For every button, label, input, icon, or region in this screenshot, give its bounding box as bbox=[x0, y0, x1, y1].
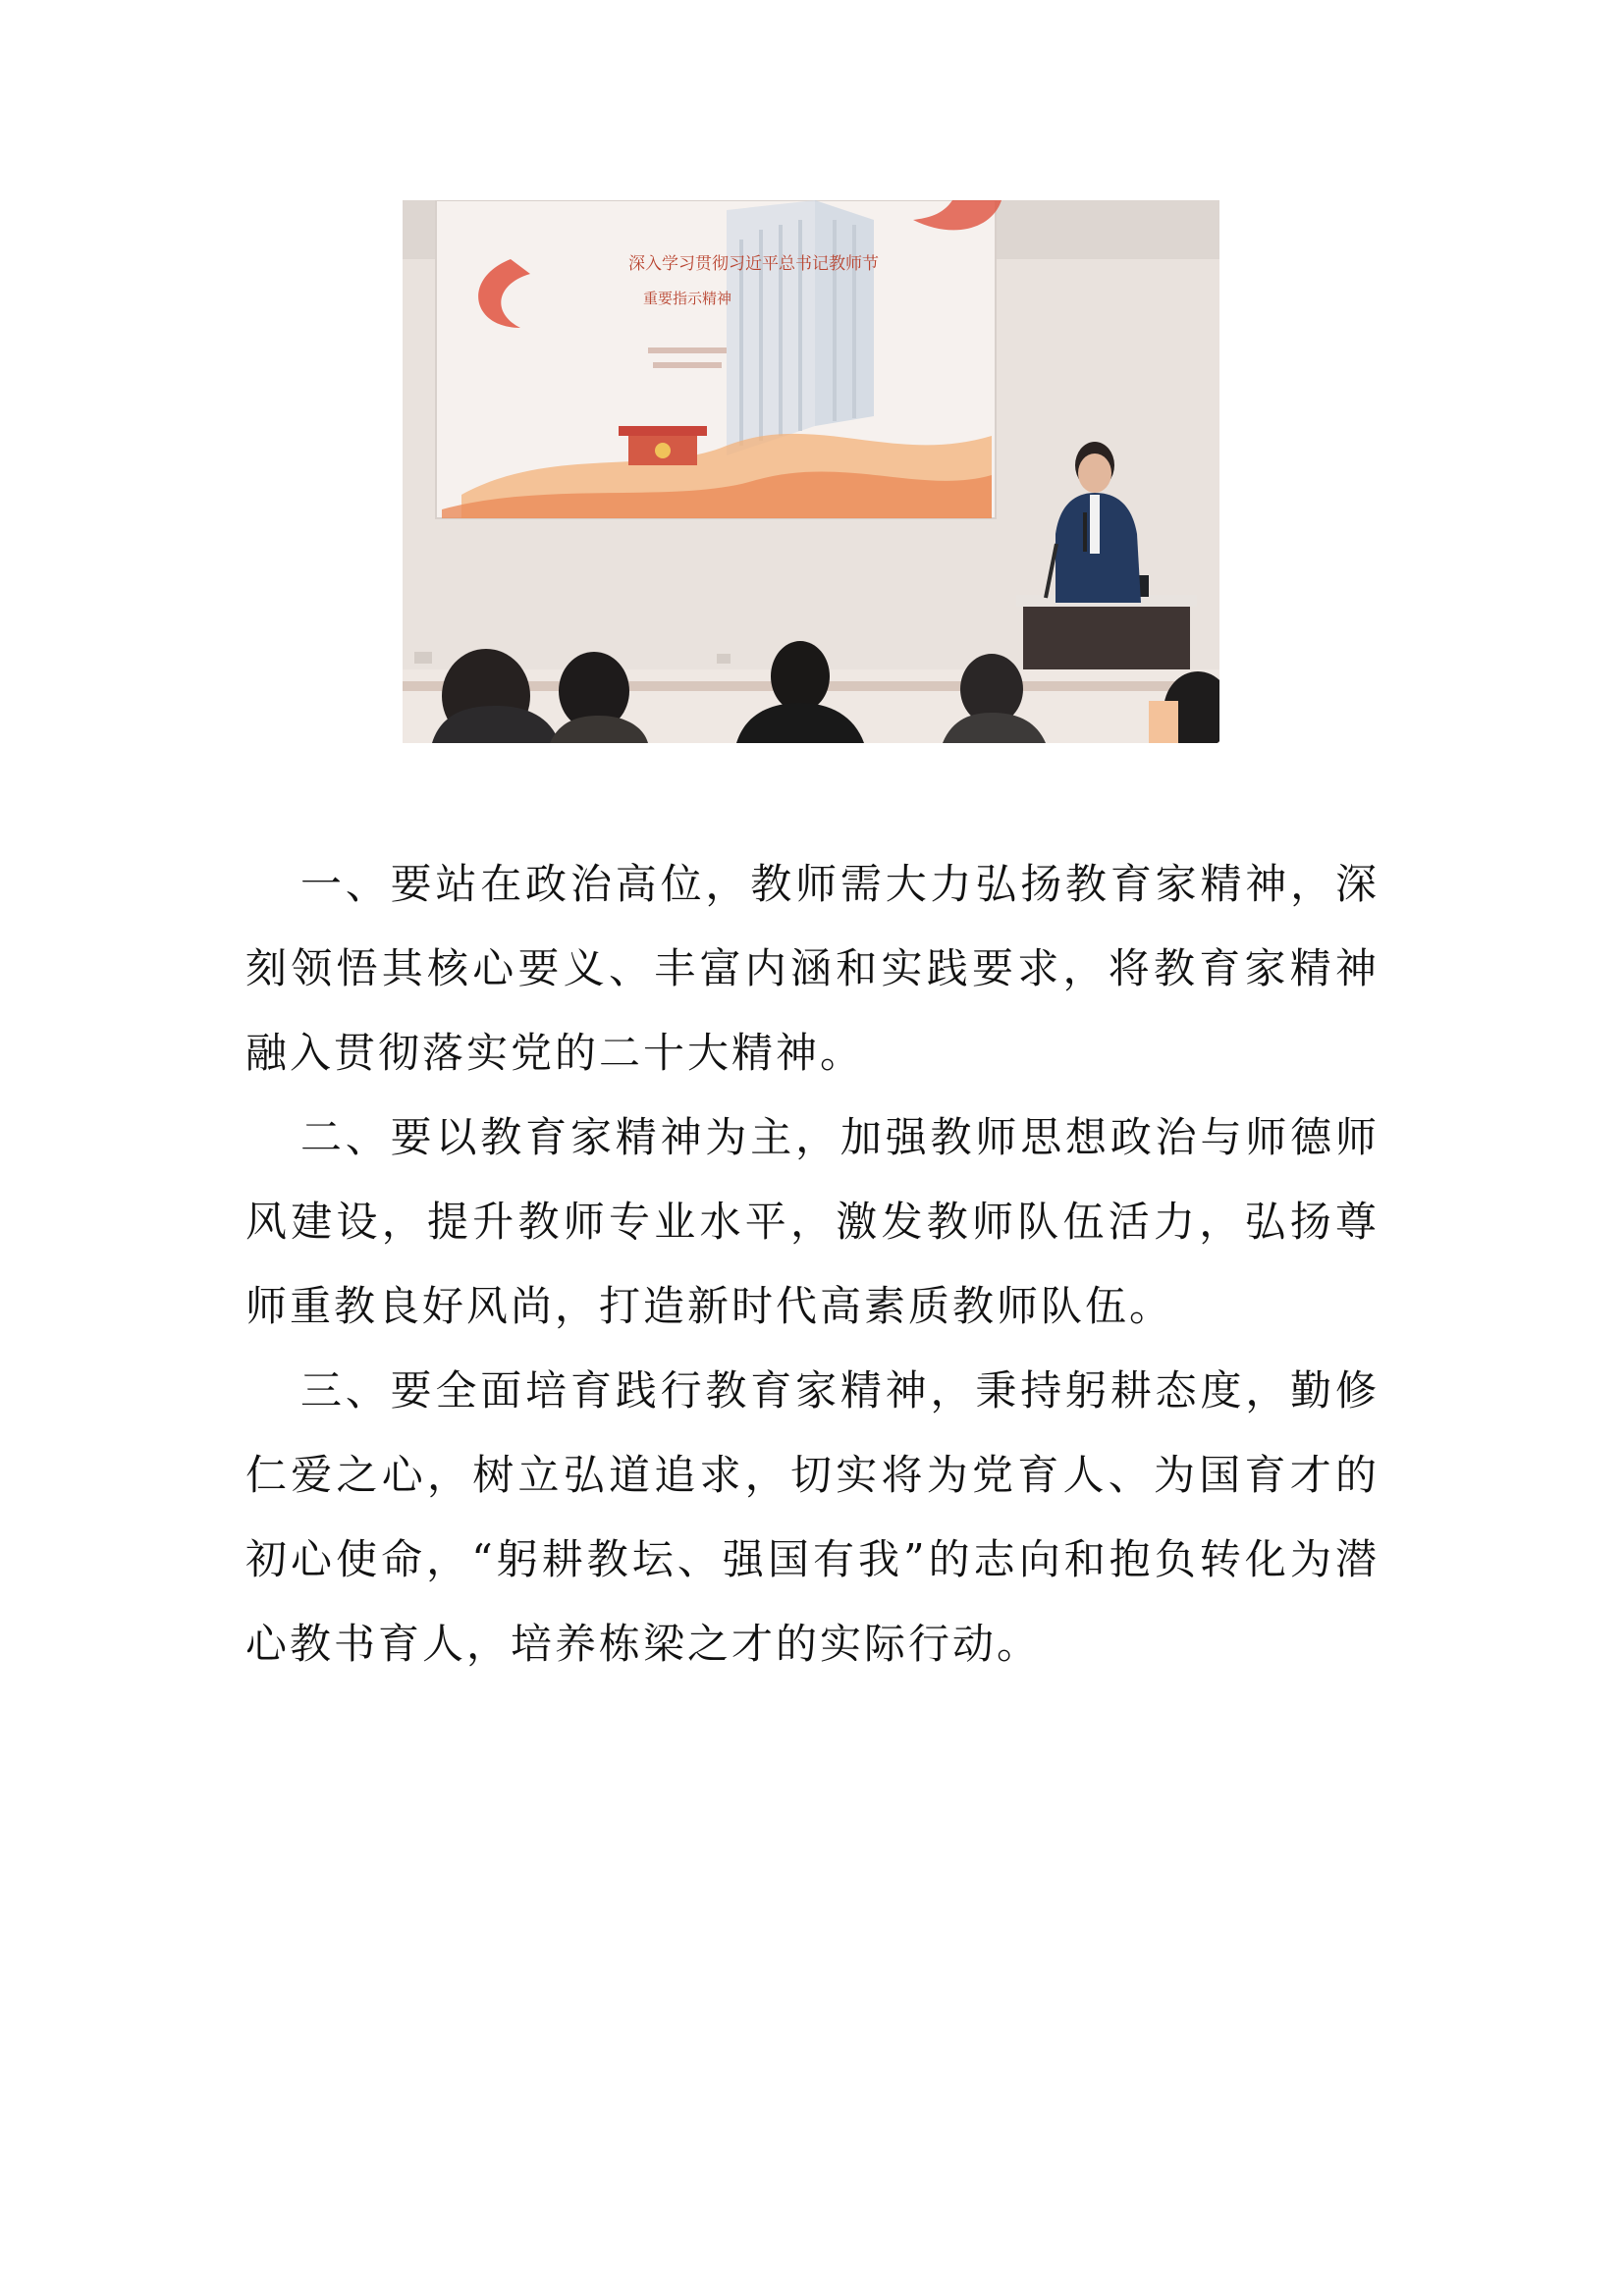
slide-date-blur bbox=[653, 362, 722, 368]
slide-title-line1: 深入学习贯彻习近平总书记教师节 bbox=[628, 254, 879, 274]
article-body bbox=[245, 842, 1380, 1686]
paragraph-1: 一、要站在政治高位，教师需大力弘扬教育家精神，深刻领悟其核心要义、丰富内涵和实践要求，将教育家精神融入贯彻落实党的二十大精神。 bbox=[245, 860, 1380, 1077]
lecture-photo-graphic bbox=[403, 200, 1219, 743]
lecture-photo bbox=[403, 200, 1219, 743]
paragraph-2: 二、要以教育家精神为主，加强教师思想政治与师德师风建设，提升教师专业水平，激发教师队伍活力，弘扬尊师重教良好风尚，打造新时代高素质教师队伍。 bbox=[245, 1113, 1380, 1330]
slide-subtitle-blur bbox=[648, 347, 727, 353]
slide-title-line2: 重要指示精神 bbox=[643, 290, 732, 307]
paragraph-3: 三、要全面培育践行教育家精神，秉持躬耕态度，勤修仁爱之心，树立弘道追求，切实将为党育人、为国育才的初心使命，“躬耕教坛、强国有我”的志向和抱负转化为潜心教书育人，培养栋梁之才的实际行动。 bbox=[245, 1366, 1380, 1668]
